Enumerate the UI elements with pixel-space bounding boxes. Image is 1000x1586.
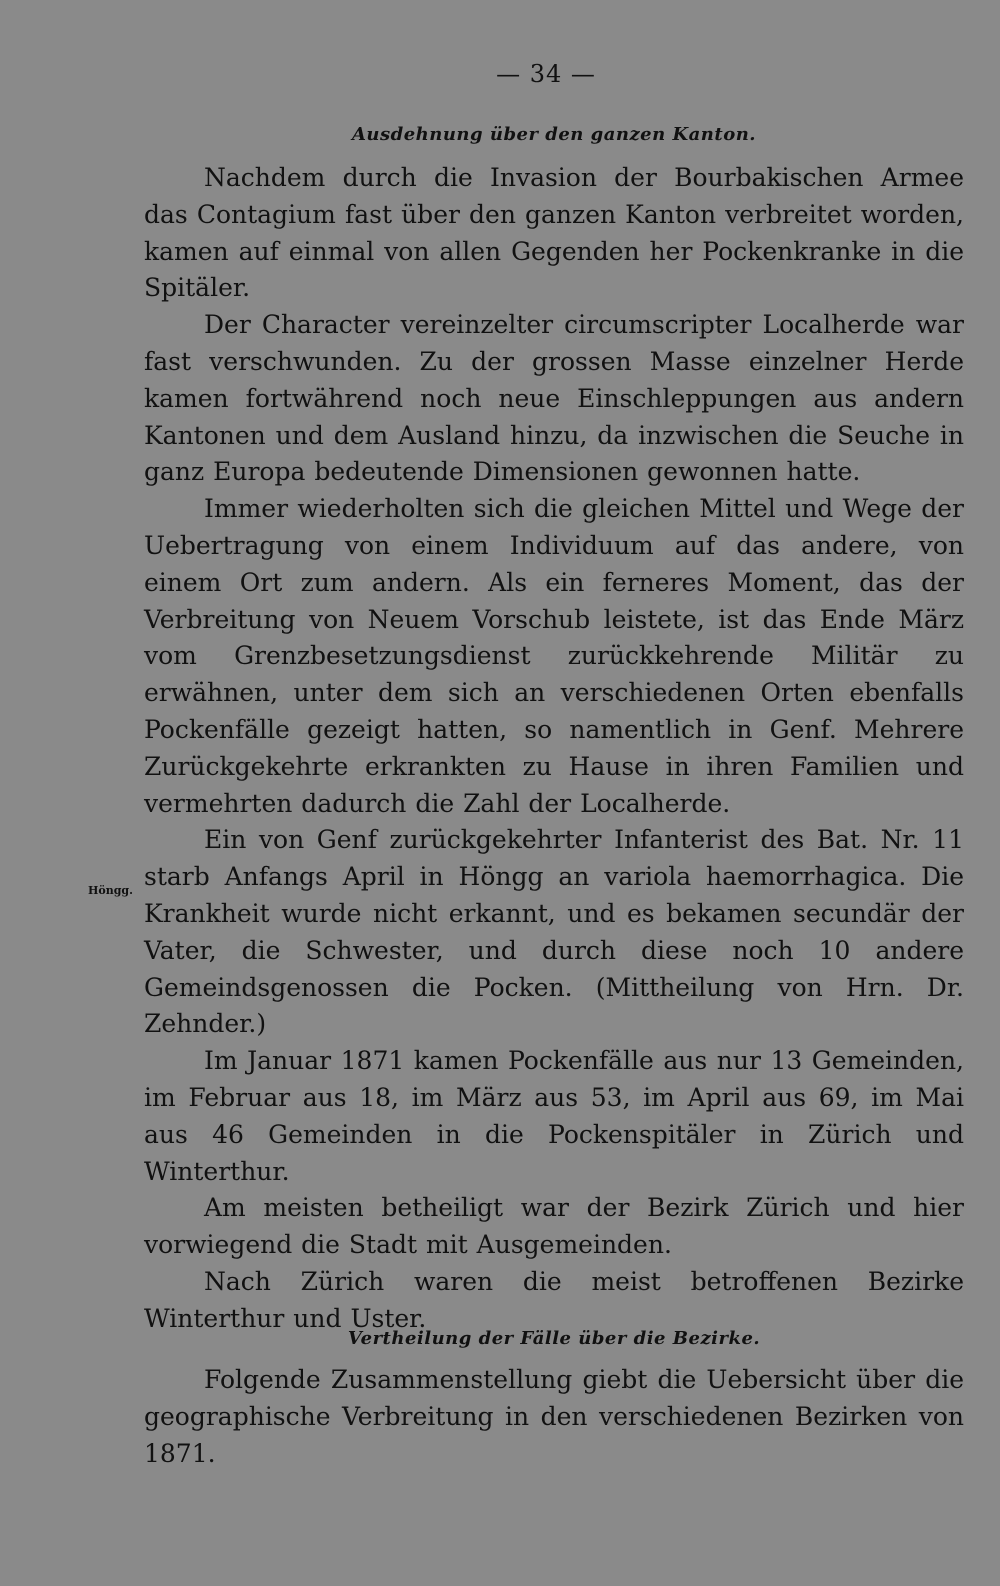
paragraph: Immer wiederholten sich die gleichen Mittel und Wege der Uebertragung von einem Individuum auf das andere, von einem Ort zum andern. Als ein ferneres Moment, das der Verbreitung von Neuem Vorschub leistete, ist das Ende März vom Grenzbesetzungsdienst zurückkehrende Militär zu erwähnen, unter dem sich an verschiedenen Orten ebenfalls Pockenfälle gezeigt hatten, so namentlich in Genf. Mehrere Zurückgekehrte erkrankten zu Hause in ihren Familien und vermehrten dadurch die Zahl der Localherde.	[144, 494, 964, 818]
paragraph: Ein von Genf zurückgekehrter Infanterist des Bat. Nr. 11 starb Anfangs April in Höngg an variola haemorrhagica. Die Krankheit wurde nicht erkannt, und es bekamen secundär der Vater, die Schwester, und durch diese noch 10 andere Gemeindsgenossen die Pocken. (Mittheilung von Hrn. Dr. Zehnder.)	[144, 825, 964, 1039]
paragraph: Folgende Zusammenstellung giebt die Uebersicht über die geographische Verbreitung in den verschiedenen Bezirken von 1871.	[144, 1365, 964, 1468]
margin-note-hoengg: Höngg.	[88, 884, 133, 897]
text-block-1	[144, 160, 964, 1338]
text-block-2	[144, 1362, 964, 1472]
section-heading-distribution	[144, 1328, 964, 1349]
paragraph: Der Character vereinzelter circumscripter Localherde war fast verschwunden. Zu der grossen Masse einzelner Herde kamen fortwährend noch neue Einschleppungen aus andern Kantonen und dem Ausland hinzu, da inzwischen die Seuche in ganz Europa bedeutende Dimensionen gewonnen hatte.	[144, 310, 964, 487]
section-heading: Vertheilung der Fälle über die Bezirke.	[347, 1328, 761, 1349]
paragraph: Am meisten betheiligt war der Bezirk Zürich und hier vorwiegend die Stadt mit Ausgemeinden.	[144, 1193, 964, 1260]
section-heading-expansion	[144, 124, 964, 145]
paragraph: Im Januar 1871 kamen Pockenfälle aus nur 13 Gemeinden, im Februar aus 18, im März aus 53, im April aus 69, im Mai aus 46 Gemeinden in die Pockenspitäler in Zürich und Winterthur.	[144, 1046, 964, 1186]
page-number: — 34 —	[496, 60, 596, 88]
paragraph: Nachdem durch die Invasion der Bourbakischen Armee das Contagium fast über den ganzen Kanton verbreitet worden, kamen auf einmal von allen Gegenden her Pockenkranke in die Spitäler.	[144, 163, 964, 303]
section-heading: Ausdehnung über den ganzen Kanton.	[351, 124, 757, 145]
paragraph: Nach Zürich waren die meist betroffenen Bezirke Winterthur und Uster.	[144, 1266, 964, 1333]
